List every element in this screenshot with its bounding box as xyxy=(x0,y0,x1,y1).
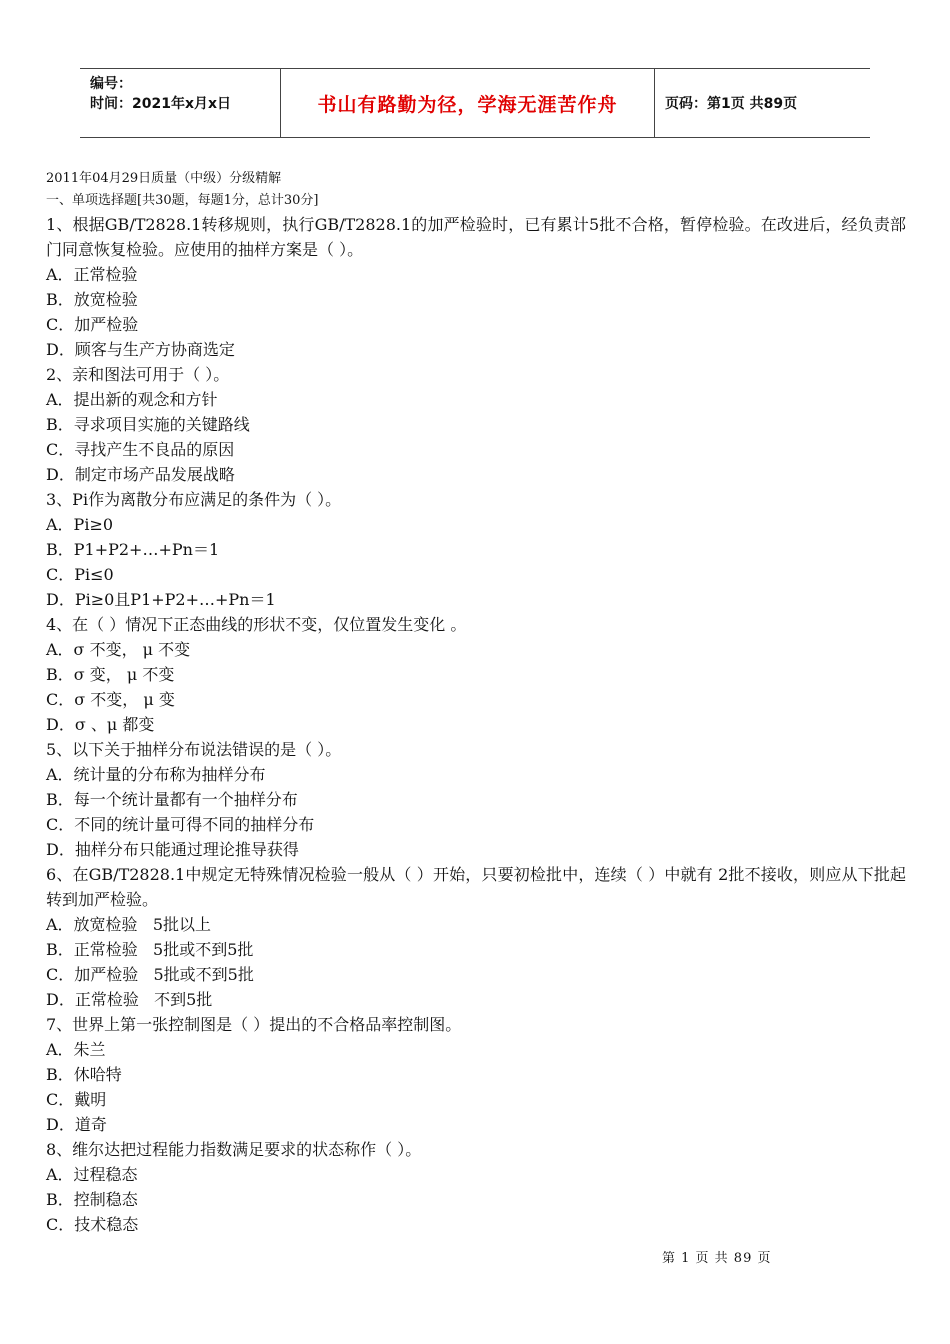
question-stem: 2、亲和图法可用于（ ）。 xyxy=(46,365,230,384)
question-block xyxy=(46,1012,906,1137)
date-label: 时间：2021年x月x日 xyxy=(90,96,232,112)
option-d: D．σ 、μ 都变 xyxy=(46,715,155,734)
option-b: B．寻求项目实施的关键路线 xyxy=(46,415,250,434)
question-stem: 6、在GB/T2828.1中规定无特殊情况检验一般从（ ）开始，只要初检批中，连续（ ）中就有 2批不接收，则应从下批起转到加严检验。 xyxy=(46,865,906,909)
option-b: B．放宽检验 xyxy=(46,290,138,309)
option-d: D．正常检验 不到5批 xyxy=(46,990,213,1009)
option-b: B．每一个统计量都有一个抽样分布 xyxy=(46,790,298,809)
option-d: D．制定市场产品发展战略 xyxy=(46,465,235,484)
option-a: A．放宽检验 5批以上 xyxy=(46,915,211,934)
question-stem: 5、以下关于抽样分布说法错误的是（ ）。 xyxy=(46,740,342,759)
option-a: A．Pi≥0 xyxy=(46,515,114,534)
option-a: A．σ 不变， μ 不变 xyxy=(46,640,191,659)
option-c: C．Pi≤0 xyxy=(46,565,114,584)
option-a: A．正常检验 xyxy=(46,265,138,284)
question-block xyxy=(46,487,906,612)
option-d: D．顾客与生产方协商选定 xyxy=(46,340,235,359)
option-a: A．过程稳态 xyxy=(46,1165,138,1184)
header-page-info: 页码：第1页 共89页 xyxy=(665,96,798,112)
question-block xyxy=(46,362,906,487)
number-label: 编号： xyxy=(90,76,132,92)
option-c: C．σ 不变， μ 变 xyxy=(46,690,175,709)
question-block xyxy=(46,1137,906,1237)
option-b: B．P1+P2+…+Pn＝1 xyxy=(46,540,220,559)
option-c: C．技术稳态 xyxy=(46,1215,139,1234)
option-c: C．戴明 xyxy=(46,1090,107,1109)
option-d: D．抽样分布只能通过理论推导获得 xyxy=(46,840,299,859)
doc-title: 2011年04月29日质量（中级）分级精解 xyxy=(46,171,282,186)
option-d: D．Pi≥0且P1+P2+…+Pn＝1 xyxy=(46,590,276,609)
document-body xyxy=(46,168,906,1237)
header-slogan: 书山有路勤为径，学海无涯苦作舟 xyxy=(317,93,618,116)
question-block xyxy=(46,737,906,862)
question-block xyxy=(46,612,906,737)
option-b: B．σ 变， μ 不变 xyxy=(46,665,175,684)
question-stem: 3、Pi作为离散分布应满足的条件为（ ）。 xyxy=(46,490,342,509)
option-c: C．加严检验 5批或不到5批 xyxy=(46,965,254,984)
question-stem: 8、维尔达把过程能力指数满足要求的状态称作（ ）。 xyxy=(46,1140,422,1159)
header-page-cell xyxy=(655,69,870,137)
header-slogan-cell xyxy=(281,69,655,137)
option-b: B．控制稳态 xyxy=(46,1190,138,1209)
option-d: D．道奇 xyxy=(46,1115,107,1134)
question-stem: 1、根据GB/T2828.1转移规则，执行GB/T2828.1的加严检验时，已有累计5批不合格，暂停检验。在改进后，经负责部门同意恢复检验。应使用的抽样方案是（ ）。 xyxy=(46,215,906,259)
option-a: A．提出新的观念和方针 xyxy=(46,390,218,409)
section-heading: 一、单项选择题[共30题，每题1分，总计30分] xyxy=(46,193,319,208)
header-table xyxy=(80,68,870,138)
question-stem: 4、在（ ）情况下正态曲线的形状不变，仅位置发生变化 。 xyxy=(46,615,467,634)
question-stem: 7、世界上第一张控制图是（ ）提出的不合格品率控制图。 xyxy=(46,1015,462,1034)
option-a: A．统计量的分布称为抽样分布 xyxy=(46,765,266,784)
question-block xyxy=(46,212,906,362)
option-c: C．寻找产生不良品的原因 xyxy=(46,440,235,459)
question-block xyxy=(46,862,906,1012)
option-c: C．不同的统计量可得不同的抽样分布 xyxy=(46,815,315,834)
option-b: B．休哈特 xyxy=(46,1065,122,1084)
option-a: A．朱兰 xyxy=(46,1040,106,1059)
option-b: B．正常检验 5批或不到5批 xyxy=(46,940,254,959)
header-left-cell xyxy=(80,69,281,137)
option-c: C．加严检验 xyxy=(46,315,139,334)
page-footer: 第 1 页 共 89 页 xyxy=(662,1251,772,1266)
